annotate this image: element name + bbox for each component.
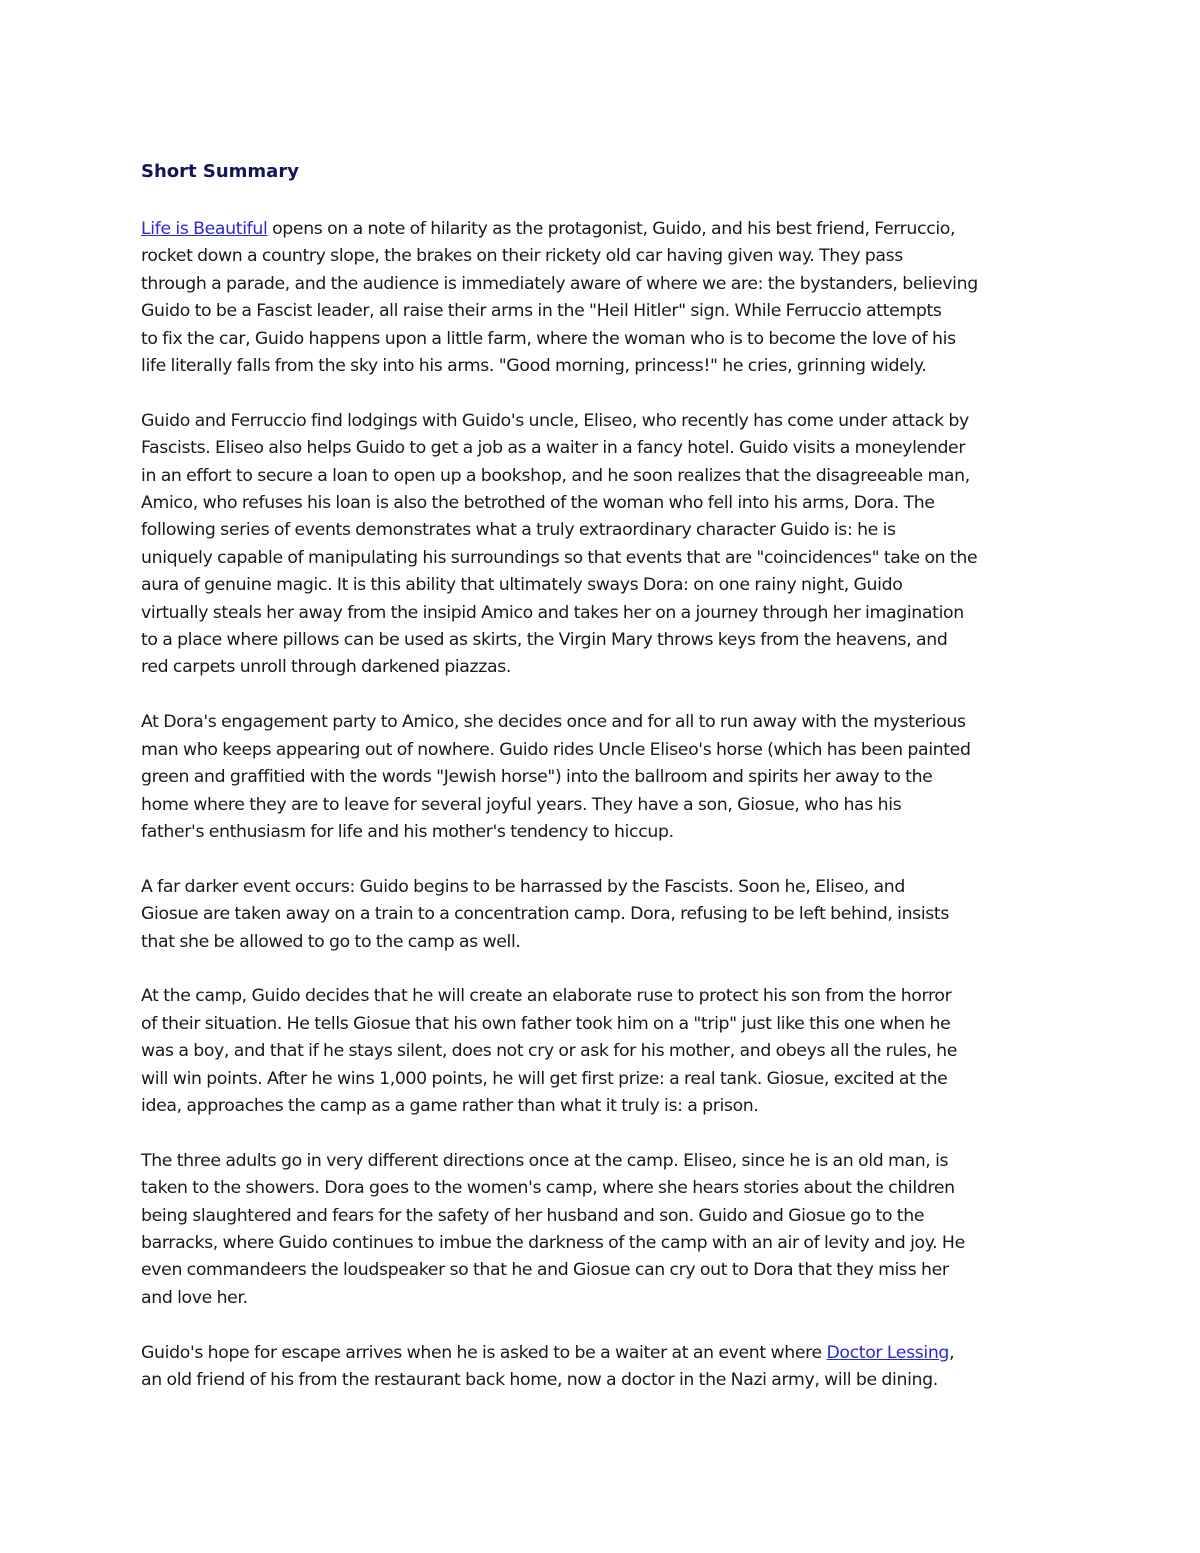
text-line: in an effort to secure a loan to open up a bookshop, and he soon realizes that the disagreeable man, [141, 465, 970, 486]
text-line: Guido to be a Fascist leader, all raise their arms in the "Heil Hitler" sign. While Ferruccio attempts [141, 301, 942, 322]
text-line: home where they are to leave for several joyful years. They have a son, Giosue, who has his [141, 794, 902, 815]
paragraph-6 [141, 1148, 1059, 1312]
text-line: Amico, who refuses his loan is also the betrothed of the woman who fell into his arms, Dora. The [141, 493, 935, 514]
text-line: of their situation. He tells Giosue that his own father took him on a "trip" just like this one when he [141, 1013, 951, 1034]
paragraph-1 [141, 216, 1059, 380]
text-line: being slaughtered and fears for the safety of her husband and son. Guido and Giosue go to the [141, 1205, 925, 1226]
life-is-beautiful-link[interactable]: Life is Beautiful [141, 219, 268, 239]
paragraph-5 [141, 983, 1059, 1120]
text-line: At Dora's engagement party to Amico, she decides once and for all to run away with the mysterious [141, 712, 966, 733]
text-line: to a place where pillows can be used as skirts, the Virgin Mary throws keys from the heavens, and [141, 630, 948, 651]
text-line: man who keeps appearing out of nowhere. Guido rides Uncle Eliseo's horse (which has been painted [141, 739, 971, 760]
text-line: A far darker event occurs: Guido begins to be harrassed by the Fascists. Soon he, Eliseo, and [141, 876, 905, 897]
line-text: , [949, 1342, 955, 1363]
text-line: even commandeers the loudspeaker so that he and Giosue can cry out to Dora that they miss her [141, 1260, 949, 1281]
text-line: Giosue are taken away on a train to a concentration camp. Dora, refusing to be left behind, insists [141, 904, 950, 925]
text-line: following series of events demonstrates what a truly extraordinary character Guido is: he is [141, 520, 896, 541]
doctor-lessing-link[interactable]: Doctor Lessing [826, 1342, 950, 1363]
text-line: Guido and Ferruccio find lodgings with Guido's uncle, Eliseo, who recently has come under attack by [141, 410, 969, 431]
text-line: rocket down a country slope, the brakes on their rickety old car having given way. They pass [141, 246, 903, 267]
text-line: life literally falls from the sky into his arms. "Good morning, princess!" he cries, grinning widely. [141, 356, 927, 377]
section-heading: Short Summary [141, 161, 299, 182]
text-line: that she be allowed to go to the camp as well. [141, 931, 521, 952]
text-line [141, 216, 1059, 243]
text-line: and love her. [141, 1287, 248, 1308]
text-line: virtually steals her away from the insipid Amico and takes her on a journey through her imagination [141, 602, 964, 623]
text-line: an old friend of his from the restaurant back home, now a doctor in the Nazi army, will be dining. [141, 1369, 938, 1390]
text-line: barracks, where Guido continues to imbue the darkness of the camp with an air of levity and joy. He [141, 1232, 965, 1253]
text-line: father's enthusiasm for life and his mother's tendency to hiccup. [141, 821, 674, 842]
paragraph-4 [141, 874, 1059, 956]
paragraph-7 [141, 1340, 1059, 1395]
text-line [141, 1340, 1059, 1367]
text-line: to fix the car, Guido happens upon a little farm, where the woman who is to become the love of his [141, 328, 956, 349]
text-line: Fascists. Eliseo also helps Guido to get a job as a waiter in a fancy hotel. Guido visits a moneylender [141, 438, 966, 459]
text-line: was a boy, and that if he stays silent, does not cry or ask for his mother, and obeys all the rules, he [141, 1041, 958, 1062]
text-line: will win points. After he wins 1,000 points, he will get first prize: a real tank. Giosue, excited at the [141, 1068, 948, 1089]
paragraph-2 [141, 408, 1059, 682]
text-line: through a parade, and the audience is immediately aware of where we are: the bystanders, believing [141, 273, 978, 294]
line-text: opens on a note of hilarity as the protagonist, Guido, and his best friend, Ferruccio, [267, 219, 956, 239]
text-line: aura of genuine magic. It is this ability that ultimately sways Dora: on one rainy night, Guido [141, 575, 903, 596]
text-line: taken to the showers. Dora goes to the women's camp, where she hears stories about the children [141, 1178, 955, 1199]
text-line: At the camp, Guido decides that he will create an elaborate ruse to protect his son from the horror [141, 986, 952, 1007]
text-line: green and graffitied with the words "Jewish horse") into the ballroom and spirits her away to the [141, 767, 933, 788]
text-line: uniquely capable of manipulating his surroundings so that events that are "coincidences" take on the [141, 547, 978, 568]
document-page [141, 158, 1059, 1422]
text-line: red carpets unroll through darkened piazzas. [141, 657, 512, 678]
paragraph-3 [141, 709, 1059, 846]
line-text: Guido's hope for escape arrives when he is asked to be a waiter at an event where [141, 1342, 827, 1363]
text-line: idea, approaches the camp as a game rather than what it truly is: a prison. [141, 1095, 759, 1116]
text-line: The three adults go in very different directions once at the camp. Eliseo, since he is an old man, is [141, 1150, 949, 1171]
